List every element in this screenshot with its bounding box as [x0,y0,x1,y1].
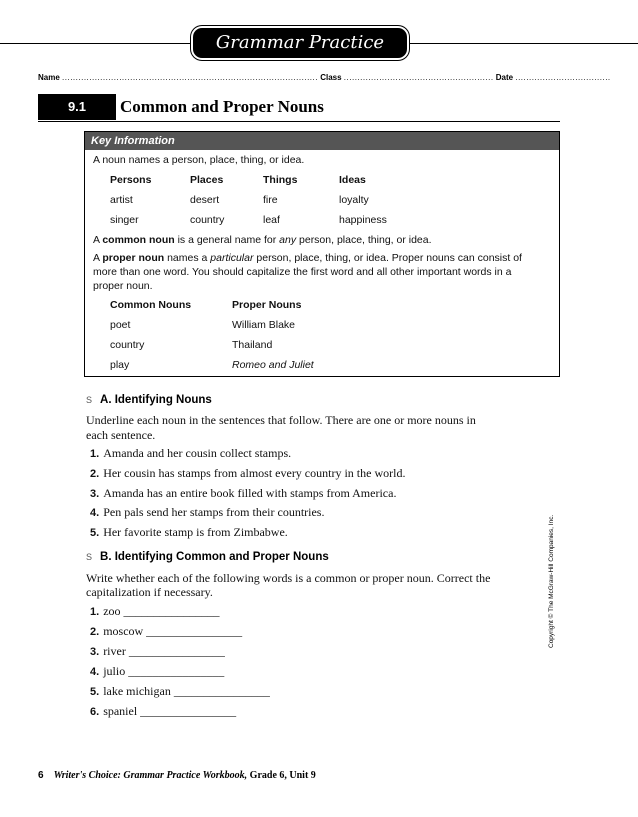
col-header-ideas: Ideas [339,174,366,186]
answer-blank[interactable]: julio ________________ [103,664,225,678]
part-b-instructions-line2: capitalization if necessary. [86,585,213,599]
list-item[interactable]: 1. zoo ________________ [90,604,220,618]
table-cell: poet [110,319,131,331]
table-cell: fire [263,194,278,206]
class-label: Class [320,73,342,82]
skill-marker: S [86,395,93,405]
proper-noun-definition-line2: more than one word. You should capitalize the first word and all other important words in a [93,266,512,278]
list-item[interactable]: 6. spaniel ________________ [90,704,237,718]
list-item: 5. Her favorite stamp is from Zimbabwe. [90,525,288,539]
list-item[interactable]: 3. river ________________ [90,644,225,658]
table-cell: desert [190,194,220,206]
proper-noun-definition: A proper noun names a particular person, place, thing, or idea. Proper nouns can consist of [93,252,522,264]
term-proper-noun: proper noun [102,252,165,264]
list-item[interactable]: 5. lake michigan ________________ [90,684,270,698]
list-item: 1. Amanda and her cousin collect stamps. [90,446,292,460]
sentence-text[interactable]: Her cousin has stamps from almost every country in the world. [103,466,406,480]
sentence-text[interactable]: Pen pals send her stamps from their countries. [103,505,325,519]
col-header-common-nouns: Common Nouns [110,299,192,311]
part-b-title: B. Identifying Common and Proper Nouns [100,551,329,563]
answer-blank[interactable]: lake michigan ________________ [103,684,270,698]
table-cell: leaf [263,214,280,226]
skill-marker: S [86,552,93,562]
table-cell: loyalty [339,194,369,206]
grade-unit: Grade 6, Unit 9 [247,770,316,781]
list-item: 3. Amanda has an entire book filled with stamps from America. [90,486,397,500]
section-title: Common and Proper Nouns [120,97,324,116]
key-information-box [84,131,560,377]
term-common-noun: common noun [102,234,175,246]
key-information-heading: Key Information [85,132,559,150]
date-field[interactable]: ................................... [515,73,611,82]
proper-noun-definition-line3: proper noun. [93,280,153,292]
banner-title: Grammar Practice [215,32,385,53]
date-label: Date [495,73,514,82]
table-cell: William Blake [232,319,296,331]
grammar-practice-banner [193,28,407,58]
sentence-text[interactable]: Amanda and her cousin collect stamps. [103,446,292,460]
table-cell: Thailand [232,339,273,351]
list-item[interactable]: 2. moscow ________________ [90,624,243,638]
part-b-heading [86,551,329,563]
answer-blank[interactable]: river ________________ [103,644,225,658]
section-rule [38,121,560,122]
name-field[interactable]: .............................................................................................. [62,73,318,82]
list-item[interactable]: 4. julio ________________ [90,664,225,678]
table-cell: artist [110,194,133,206]
class-field[interactable]: ....................................................... [343,73,494,82]
page-footer [38,770,316,781]
sentence-text[interactable]: Amanda has an entire book filled with stamps from America. [103,486,397,500]
sentence-text[interactable]: Her favorite stamp is from Zimbabwe. [103,525,288,539]
col-header-places: Places [190,174,224,186]
col-header-persons: Persons [110,174,152,186]
key-intro: A noun names a person, place, thing, or idea. [93,154,305,166]
col-header-things: Things [263,174,298,186]
header-fields [38,73,611,82]
part-a-heading [86,394,212,406]
top-rule-right [407,43,638,44]
table-cell: play [110,359,130,371]
top-rule-left [0,43,193,44]
table-cell: singer [110,214,139,226]
table-cell: happiness [339,214,387,226]
answer-blank[interactable]: spaniel ________________ [103,704,237,718]
list-item: 2. Her cousin has stamps from almost every country in the world. [90,466,406,480]
part-b-instructions: Write whether each of the following words is a common or proper noun. Correct the [86,571,491,585]
page-number: 6 [38,770,44,781]
common-noun-definition: A common noun is a general name for any person, place, thing, or idea. [93,234,432,246]
copyright-notice: Copyright © The McGraw-Hill Companies, Inc. [548,514,555,648]
part-a-title: A. Identifying Nouns [100,394,212,406]
part-a-instructions-line2: each sentence. [86,428,156,442]
answer-blank[interactable]: zoo ________________ [103,604,220,618]
book-title: Writer's Choice: Grammar Practice Workbook, [53,770,248,781]
name-label: Name [38,73,60,82]
answer-blank[interactable]: moscow ________________ [103,624,243,638]
section-number: 9.1 [38,94,116,120]
list-item: 4. Pen pals send her stamps from their countries. [90,505,325,519]
table-cell: Romeo and Juliet [232,359,314,371]
part-a-instructions: Underline each noun in the sentences that follow. There are one or more nouns in [86,413,476,427]
table-cell: country [190,214,225,226]
col-header-proper-nouns: Proper Nouns [232,299,302,311]
table-cell: country [110,339,145,351]
